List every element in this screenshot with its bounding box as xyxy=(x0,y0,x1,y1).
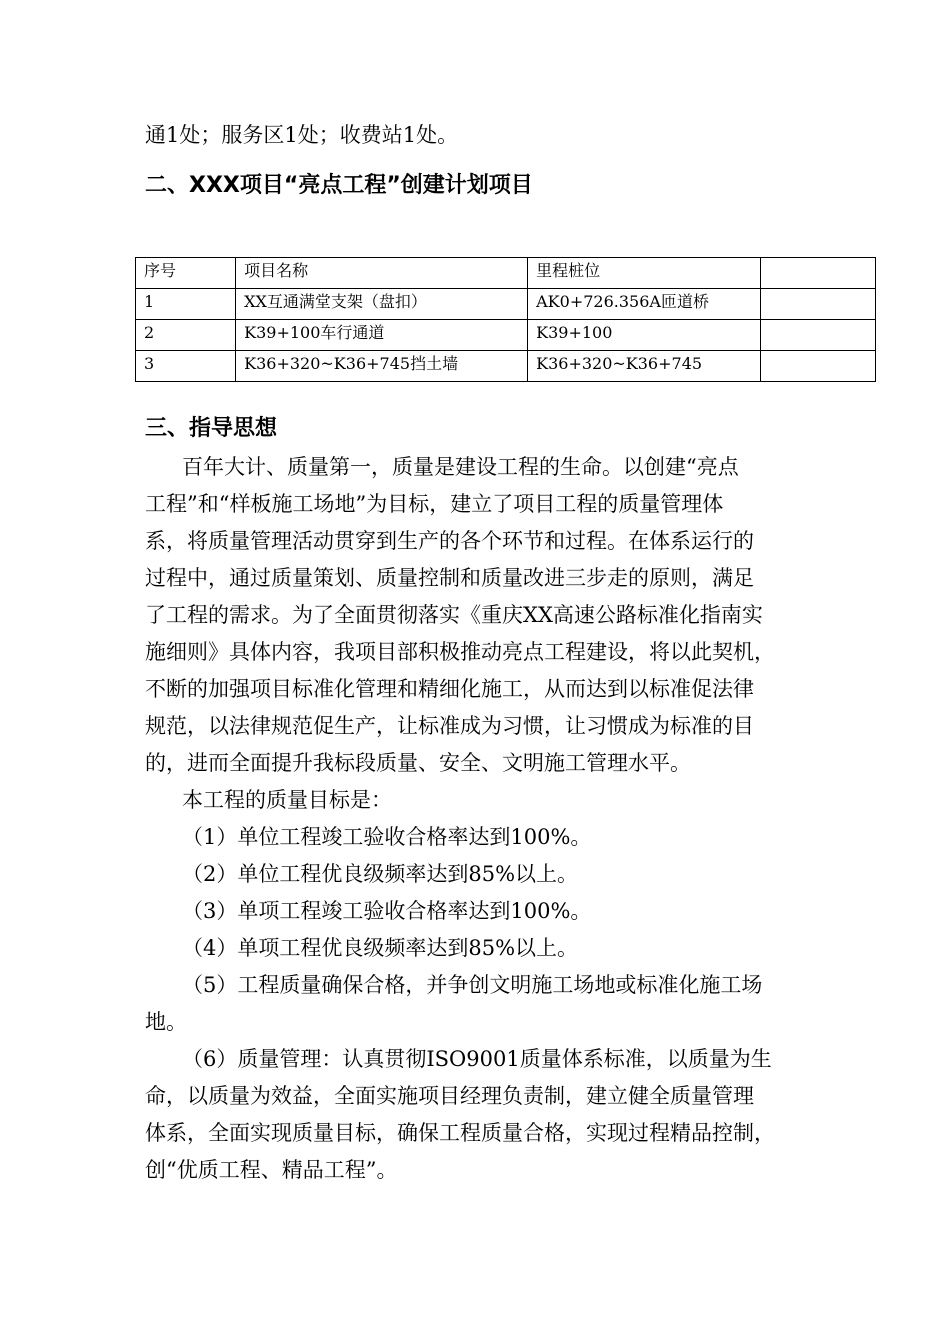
row-position: K36+320~K36+745 xyxy=(528,351,761,382)
header-no: 序号 xyxy=(136,258,236,289)
row-name: XX互通满堂支架（盘扣） xyxy=(236,289,528,320)
row-position: AK0+726.356A匝道桥 xyxy=(528,289,761,320)
row-extra xyxy=(761,289,876,320)
header-extra xyxy=(761,258,876,289)
row-extra xyxy=(761,320,876,351)
paragraph-line: 不断的加强项目标准化管理和精细化施工，从而达到以标准促法律 xyxy=(145,677,754,701)
section2-heading: 二、XXX项目“亮点工程”创建计划项目 xyxy=(145,173,533,198)
table-row xyxy=(136,289,876,320)
table-header-row xyxy=(136,258,876,289)
goal-intro: 本工程的质量目标是： xyxy=(182,788,392,812)
paragraph-line: 的，进而全面提升我标段质量、安全、文明施工管理水平。 xyxy=(145,751,691,775)
intro-line: 通1处；服务区1处；收费站1处。 xyxy=(145,123,459,147)
goal6-line: 体系，全面实现质量目标，确保工程质量合格，实现过程精品控制， xyxy=(145,1121,775,1145)
goal-item: （4）单项工程优良级频率达到85%以上。 xyxy=(182,936,579,960)
table-row xyxy=(136,320,876,351)
paragraph-line: 施细则》具体内容，我项目部积极推动亮点工程建设，将以此契机， xyxy=(145,640,775,664)
paragraph-line: 百年大计、质量第一，质量是建设工程的生命。以创建“亮点 xyxy=(182,455,739,479)
row-position: K39+100 xyxy=(528,320,761,351)
header-position: 里程桩位 xyxy=(528,258,761,289)
row-extra xyxy=(761,351,876,382)
goal-item: （5）工程质量确保合格，并争创文明施工场地或标准化施工场 xyxy=(182,973,763,997)
row-no: 3 xyxy=(136,351,236,382)
paragraph-line: 规范，以法律规范促生产，让标准成为习惯，让习惯成为标准的目 xyxy=(145,714,754,738)
row-name: K36+320~K36+745挡土墙 xyxy=(236,351,528,382)
section3-heading: 三、指导思想 xyxy=(145,416,278,441)
row-no: 2 xyxy=(136,320,236,351)
goal-item: （2）单位工程优良级频率达到85%以上。 xyxy=(182,862,579,886)
goal-item: （1）单位工程竣工验收合格率达到100%。 xyxy=(182,825,592,849)
paragraph-line: 了工程的需求。为了全面贯彻落实《重庆XX高速公路标准化指南实 xyxy=(145,603,763,627)
goal6-line: 命，以质量为效益，全面实施项目经理负责制，建立健全质量管理 xyxy=(145,1084,754,1108)
goal-item-continued: 地。 xyxy=(145,1010,187,1034)
row-no: 1 xyxy=(136,289,236,320)
paragraph-line: 工程”和“样板施工场地”为目标，建立了项目工程的质量管理体 xyxy=(145,492,724,516)
paragraph-line: 过程中，通过质量策划、质量控制和质量改进三步走的原则，满足 xyxy=(145,566,754,590)
paragraph-line: 系，将质量管理活动贯穿到生产的各个环节和过程。在体系运行的 xyxy=(145,529,754,553)
row-name: K39+100车行通道 xyxy=(236,320,528,351)
table-row xyxy=(136,351,876,382)
header-name: 项目名称 xyxy=(236,258,528,289)
project-table xyxy=(135,257,876,382)
goal-item: （3）单项工程竣工验收合格率达到100%。 xyxy=(182,899,592,923)
goal6-line: 创“优质工程、精品工程”。 xyxy=(145,1158,398,1182)
goal6-line: （6）质量管理：认真贯彻ISO9001质量体系标准，以质量为生 xyxy=(182,1047,772,1071)
